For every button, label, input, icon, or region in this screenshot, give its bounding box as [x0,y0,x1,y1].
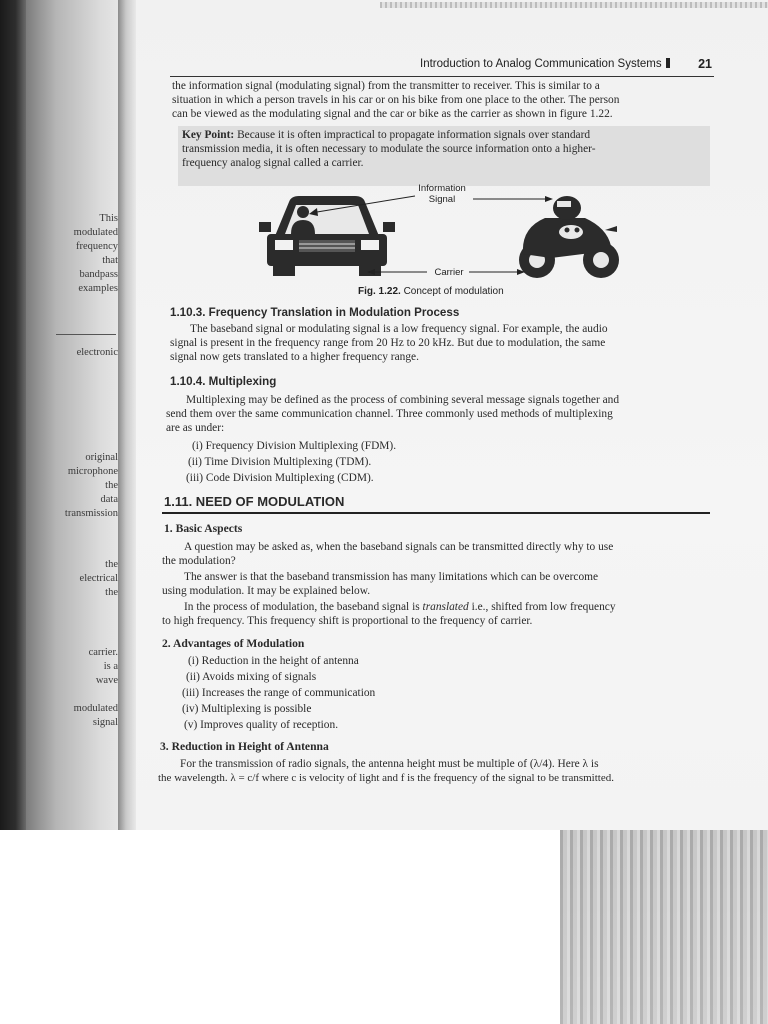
prev-fragment: electronic [76,347,118,358]
key-point-line: transmission media, it is often necessary to modulate the source information onto a higher- [182,143,596,155]
car-icon [259,196,395,276]
header-rule [170,76,714,77]
key-point-line: frequency analog signal called a carrier. [182,157,364,169]
antenna-line: For the transmission of radio signals, the antenna height must be multiple of (λ/4). Here λ is [180,758,599,770]
multiplexing-item: (ii) Time Division Multiplexing (TDM). [188,456,372,468]
figure-caption [358,286,504,297]
figure-label-carrier: Carrier [434,267,464,278]
intro-line: can be viewed as the modulating signal and the car or bike as the carrier as shown in figure 1.22. [172,108,613,120]
prev-fragment: frequency [76,241,118,252]
section-heading-1-11: 1.11. NEED OF MODULATION [164,494,345,509]
prev-fragment: modulated [73,703,118,714]
s1104-line: Multiplexing may be defined as the process of combining several message signals together and [186,394,620,406]
advantage-item: (iii) Increases the range of communication [182,687,376,699]
scan-bottom-fade [560,830,768,1024]
intro-line: the information signal (modulating signal) from the transmitter to receiver. This is similar to a [172,80,600,92]
s1103-line: signal now gets translated to a higher frequency range. [170,351,419,363]
prev-fragment: microphone [67,466,118,477]
scan-left-shadow [0,0,26,830]
prev-fragment: carrier. [88,647,118,658]
prev-fragment: electrical [79,573,118,584]
prev-fragment: transmission [64,508,118,519]
intro-line: situation in which a person travels in his car or on his bike from one place to the other. The person [172,94,620,106]
section-heading-1-10-4: 1.10.4. Multiplexing [170,375,277,388]
basic-line: the modulation? [162,555,236,567]
figure-caption-label: Fig. 1.22. [358,286,401,297]
basic-line: A question may be asked as, when the baseband signals can be transmitted directly why to use [184,541,614,553]
prev-fragment: data [100,494,118,505]
multiplexing-item: (iii) Code Division Multiplexing (CDM). [186,472,374,484]
prev-fragment: wave [95,675,118,686]
running-header [420,58,712,70]
header-bar [666,58,670,68]
basic-line: using modulation. It may be explained below. [162,585,371,597]
basic-line [184,601,710,615]
section-rule [162,512,710,514]
s1104-line: send them over the same communication channel. Three commonly used methods of multiplexing [166,408,613,420]
key-point-text: Because it is often impractical to propagate information signals over standard [237,129,591,141]
motorbike-icon [519,196,619,278]
basic-text: In the process of modulation, the baseband signal is [184,601,420,613]
previous-page-edge [26,0,126,830]
s1104-line: are as under: [166,422,225,434]
s1103-line: signal is present in the frequency range from 20 Hz to 20 kHz. But due to modulation, the same [170,337,606,349]
basic-emphasis: translated [422,601,469,613]
prev-fragment: the [105,480,118,491]
figure-caption-text: Concept of modulation [403,286,504,297]
s1103-line: The baseband signal or modulating signal is a low frequency signal. For example, the audio [190,323,608,335]
prev-rule [56,334,116,335]
basic-line: The answer is that the baseband transmission has many limitations which can be overcome [184,571,599,583]
subheading-antenna: 3. Reduction in Height of Antenna [160,740,329,753]
key-point-line [182,129,708,143]
prev-fragment: signal [92,717,118,728]
advantage-item: (v) Improves quality of reception. [184,719,339,731]
antenna-line: the wavelength. λ = c/f where c is velocity of light and f is the frequency of the signal to be transmitted. [158,772,614,784]
scan-streak [380,2,768,8]
key-point-label: Key Point: [182,129,235,141]
advantage-item: (ii) Avoids mixing of signals [186,671,317,683]
basic-line: to high frequency. This frequency shift is proportional to the frequency of carrier. [162,615,533,627]
prev-fragment: original [85,452,118,463]
advantage-item: (i) Reduction in the height of antenna [188,655,359,667]
prev-fragment: modulated [73,227,118,238]
subheading-advantages: 2. Advantages of Modulation [162,637,305,650]
book-spine [118,0,138,830]
section-heading-1-10-3: 1.10.3. Frequency Translation in Modulation Process [170,306,460,319]
running-title: Introduction to Analog Communication Systems [420,58,662,70]
prev-fragment: the [105,587,118,598]
page-number: 21 [698,57,712,71]
prev-fragment: is a [103,661,118,672]
figure-label-signal: Signal [428,194,456,205]
subheading-basic-aspects: 1. Basic Aspects [164,522,243,535]
multiplexing-item: (i) Frequency Division Multiplexing (FDM). [192,440,397,452]
prev-fragment: examples [78,283,118,294]
prev-fragment: that [102,255,118,266]
figure-label-information: Information [418,183,466,194]
advantage-item: (iv) Multiplexing is possible [182,703,312,715]
prev-fragment: bandpass [79,269,118,280]
prev-fragment: This [99,213,118,224]
basic-text: i.e., shifted from low frequency [471,601,616,613]
prev-fragment: the [105,559,118,570]
